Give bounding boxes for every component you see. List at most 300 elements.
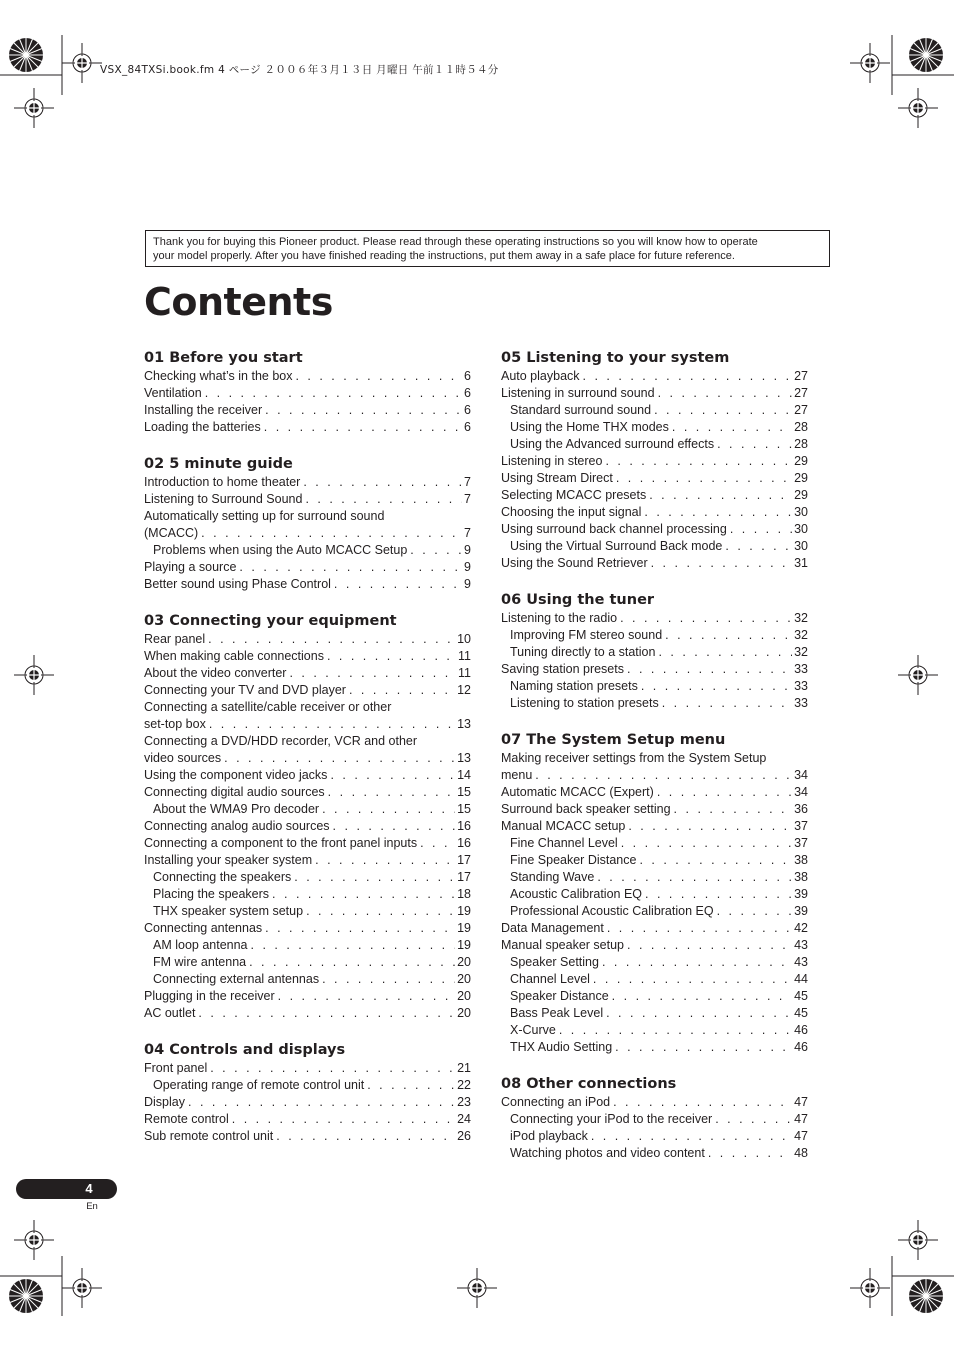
toc-page-number: 47	[794, 1095, 808, 1109]
toc-entry-text: Listening in surround sound	[501, 386, 655, 400]
toc-entry[interactable]	[501, 903, 808, 920]
toc-leader-dots	[593, 971, 792, 988]
toc-entry[interactable]	[144, 1128, 471, 1145]
toc-page-number: 38	[794, 853, 808, 867]
toc-leader-dots	[606, 1005, 792, 1022]
toc-page-number: 19	[457, 938, 471, 952]
toc-entry[interactable]	[144, 920, 471, 937]
toc-entry[interactable]	[501, 750, 808, 767]
toc-page-number: 34	[794, 768, 808, 782]
toc-page-number: 48	[794, 1146, 808, 1160]
toc-entry[interactable]	[144, 1077, 471, 1094]
toc-page-number: 45	[794, 989, 808, 1003]
toc-left-column	[144, 350, 471, 1165]
toc-leader-dots	[265, 920, 455, 937]
toc-leader-dots	[621, 835, 792, 852]
toc-entry[interactable]	[501, 487, 808, 504]
toc-entry[interactable]	[144, 784, 471, 801]
toc-page-number: 16	[457, 836, 471, 850]
toc-leader-dots	[224, 750, 455, 767]
toc-leader-dots	[591, 1128, 792, 1145]
toc-page-number: 45	[794, 1006, 808, 1020]
print-header: VSX_84TXSi.book.fm 4 ページ ２００６年３月１３日 月曜日 午前１１時５４分	[100, 64, 499, 76]
toc-page-number: 19	[457, 904, 471, 918]
toc-entry-text: X-Curve	[510, 1023, 556, 1037]
toc-leader-dots	[264, 419, 462, 436]
toc-entry[interactable]	[144, 954, 471, 971]
toc-entry[interactable]	[144, 419, 471, 436]
section-title: 04 Controls and displays	[144, 1042, 346, 1058]
toc-entry[interactable]	[144, 835, 471, 852]
toc-leader-dots	[708, 1145, 792, 1162]
toc-section	[144, 456, 471, 593]
toc-leader-dots	[620, 610, 792, 627]
toc-entry[interactable]	[501, 504, 808, 521]
toc-page-number: 22	[457, 1078, 471, 1092]
toc-entry[interactable]	[144, 767, 471, 784]
toc-entry[interactable]	[144, 682, 471, 699]
toc-leader-dots	[627, 661, 792, 678]
toc-page-number: 17	[457, 853, 471, 867]
toc-leader-dots	[333, 818, 456, 835]
page-language: En	[86, 1201, 98, 1212]
toc-page-number: 38	[794, 870, 808, 884]
toc-entry-text: Listening in stereo	[501, 454, 603, 468]
toc-entry-text: Speaker Setting	[510, 955, 599, 969]
toc-entry-text: Speaker Distance	[510, 989, 609, 1003]
toc-entry-text: (MCACC)	[144, 526, 199, 540]
toc-leader-dots	[208, 631, 455, 648]
toc-entry[interactable]	[501, 988, 808, 1005]
toc-entry-text: menu	[501, 768, 533, 782]
toc-entry[interactable]	[144, 559, 471, 576]
toc-page-number: 11	[458, 666, 471, 680]
toc-leader-dots	[612, 988, 792, 1005]
toc-entry-text: Selecting MCACC presets	[501, 488, 647, 502]
toc-page-number: 39	[794, 887, 808, 901]
toc-page-number: 32	[794, 628, 808, 642]
toc-entry-text: Using the Advanced surround effects	[510, 437, 715, 451]
toc-entry-text: Connecting the speakers	[153, 870, 292, 884]
toc-leader-dots	[330, 767, 455, 784]
toc-entry[interactable]	[501, 538, 808, 555]
toc-entry-text: Listening to the radio	[501, 611, 618, 625]
toc-page-number: 12	[457, 683, 471, 697]
toc-entry-text: THX Audio Setting	[510, 1040, 613, 1054]
toc-entry-text: Tuning directly to a station	[510, 645, 656, 659]
toc-entry[interactable]	[144, 491, 471, 508]
toc-entry-text: When making cable connections	[144, 649, 324, 663]
toc-entry[interactable]	[501, 402, 808, 419]
toc-page-number: 7	[464, 526, 471, 540]
toc-entry-text: Auto playback	[501, 369, 580, 383]
toc-leader-dots	[649, 487, 792, 504]
toc-entry[interactable]	[501, 627, 808, 644]
toc-entry-text: Installing your speaker system	[144, 853, 313, 867]
toc-entry-text: Plugging in the receiver	[144, 989, 275, 1003]
toc-entry[interactable]	[501, 1022, 808, 1039]
toc-page-number: 15	[457, 802, 471, 816]
toc-entry-text: Front panel	[144, 1061, 208, 1075]
toc-leader-dots	[615, 1039, 792, 1056]
toc-entry[interactable]	[144, 903, 471, 920]
intro-line-1: Thank you for buying this Pioneer product. Please read through these operating instructions so you will know how to operate	[153, 236, 758, 248]
toc-leader-dots	[616, 470, 792, 487]
toc-entry-text: Surround back speaker setting	[501, 802, 671, 816]
toc-page-number: 9	[464, 543, 471, 557]
toc-section	[144, 613, 471, 1022]
toc-entry-text: About the video converter	[144, 666, 287, 680]
toc-entry[interactable]	[501, 385, 808, 402]
toc-leader-dots	[210, 1060, 455, 1077]
toc-section	[501, 592, 808, 712]
toc-page-number: 29	[794, 488, 808, 502]
toc-leader-dots	[613, 1094, 792, 1111]
toc-entry[interactable]	[501, 610, 808, 627]
toc-entry-text: Listening to Surround Sound	[144, 492, 303, 506]
toc-entry[interactable]	[501, 767, 808, 784]
toc-entry[interactable]	[144, 852, 471, 869]
toc-leader-dots	[602, 954, 792, 971]
toc-entry[interactable]	[144, 699, 471, 716]
toc-entry-text: Using surround back channel processing	[501, 522, 727, 536]
toc-entry-text: Bass Peak Level	[510, 1006, 604, 1020]
toc-entry[interactable]	[144, 733, 471, 750]
toc-entry-text: Connecting digital audio sources	[144, 785, 325, 799]
toc-entry-text: Fine Channel Level	[510, 836, 618, 850]
toc-entry[interactable]	[144, 1094, 471, 1111]
toc-leader-dots	[420, 835, 455, 852]
toc-entry[interactable]	[144, 508, 471, 525]
toc-entry-text: Connecting antennas	[144, 921, 263, 935]
toc-entry[interactable]	[501, 869, 808, 886]
toc-leader-dots	[328, 784, 455, 801]
toc-page-number: 10	[457, 632, 471, 646]
toc-entry[interactable]	[501, 436, 808, 453]
toc-page-number: 7	[464, 475, 471, 489]
section-title: 08 Other connections	[501, 1076, 677, 1092]
toc-entry[interactable]	[144, 937, 471, 954]
toc-page-number: 18	[457, 887, 471, 901]
toc-entry-text: Automatically setting up for surround sound	[144, 509, 385, 523]
toc-entry-text: Making receiver settings from the System Setup	[501, 751, 767, 765]
toc-leader-dots	[628, 818, 792, 835]
toc-entry-text: Sub remote control unit	[144, 1129, 274, 1143]
toc-entry[interactable]	[501, 678, 808, 695]
toc-leader-dots	[645, 886, 792, 903]
toc-leader-dots	[232, 1111, 455, 1128]
toc-page-number: 11	[458, 649, 471, 663]
toc-entry-text: Using the Home THX modes	[510, 420, 669, 434]
toc-entry-text: About the WMA9 Pro decoder	[153, 802, 320, 816]
toc-page-number: 19	[457, 921, 471, 935]
toc-leader-dots	[662, 695, 792, 712]
toc-entry-text: Connecting analog audio sources	[144, 819, 330, 833]
toc-leader-dots	[315, 852, 455, 869]
toc-leader-dots	[289, 665, 456, 682]
toc-entry[interactable]	[144, 648, 471, 665]
toc-entry-text: Problems when using the Auto MCACC Setup	[153, 543, 408, 557]
toc-entry-text: Playing a source	[144, 560, 237, 574]
toc-entry-text: Listening to station presets	[510, 696, 659, 710]
toc-page-number: 20	[457, 972, 471, 986]
toc-page-number: 6	[464, 369, 471, 383]
toc-entry-text: Saving station presets	[501, 662, 624, 676]
section-title: 07 The System Setup menu	[501, 732, 726, 748]
toc-entry[interactable]	[501, 1039, 808, 1056]
toc-entry[interactable]	[144, 474, 471, 491]
toc-entry[interactable]	[501, 1145, 808, 1162]
toc-entry[interactable]	[144, 716, 471, 733]
toc-page-number: 13	[457, 717, 471, 731]
toc-entry-text: FM wire antenna	[153, 955, 247, 969]
toc-leader-dots	[349, 682, 455, 699]
toc-page-number: 46	[794, 1040, 808, 1054]
toc-page-number: 23	[457, 1095, 471, 1109]
intro-notice	[145, 230, 830, 267]
toc-page-number: 14	[457, 768, 471, 782]
section-title: 01 Before you start	[144, 350, 303, 366]
toc-leader-dots	[327, 648, 456, 665]
toc-entry[interactable]	[501, 886, 808, 903]
toc-entry-text: Standard surround sound	[510, 403, 652, 417]
toc-entry[interactable]	[501, 419, 808, 436]
toc-leader-dots	[322, 801, 455, 818]
toc-page-number: 39	[794, 904, 808, 918]
toc-leader-dots	[294, 869, 455, 886]
toc-entry-text: Introduction to home theater	[144, 475, 301, 489]
toc-entry[interactable]	[501, 470, 808, 487]
toc-leader-dots	[535, 767, 792, 784]
toc-entry[interactable]	[501, 801, 808, 818]
toc-entry[interactable]	[144, 1060, 471, 1077]
toc-entry-text: Connecting an iPod	[501, 1095, 611, 1109]
toc-leader-dots	[717, 436, 792, 453]
toc-entry-text: Connecting a component to the front panel inputs	[144, 836, 418, 850]
toc-leader-dots	[205, 385, 462, 402]
toc-entry-text: Fine Speaker Distance	[510, 853, 637, 867]
toc-entry[interactable]	[501, 1094, 808, 1111]
toc-entry-text: AM loop antenna	[153, 938, 248, 952]
toc-leader-dots	[410, 542, 462, 559]
toc-entry[interactable]	[144, 750, 471, 767]
toc-list	[144, 474, 471, 593]
toc-page-number: 33	[794, 696, 808, 710]
toc-entry[interactable]	[144, 631, 471, 648]
toc-entry[interactable]	[501, 644, 808, 661]
page-title: Contents	[144, 280, 333, 324]
toc-leader-dots	[272, 886, 455, 903]
toc-leader-dots	[201, 525, 462, 542]
toc-page-number: 28	[794, 420, 808, 434]
toc-leader-dots	[559, 1022, 792, 1039]
toc-entry[interactable]	[144, 988, 471, 1005]
toc-entry[interactable]	[501, 1005, 808, 1022]
toc-entry[interactable]	[501, 954, 808, 971]
toc-entry-text: Channel Level	[510, 972, 590, 986]
toc-page-number: 9	[464, 577, 471, 591]
toc-leader-dots	[627, 937, 792, 954]
toc-leader-dots	[715, 1111, 792, 1128]
toc-leader-dots	[251, 937, 456, 954]
toc-page-number: 46	[794, 1023, 808, 1037]
section-title: 02 5 minute guide	[144, 456, 293, 472]
toc-leader-dots	[672, 419, 792, 436]
toc-entry[interactable]	[144, 542, 471, 559]
toc-entry[interactable]	[501, 971, 808, 988]
toc-entry-text: Connecting a DVD/HDD recorder, VCR and other	[144, 734, 418, 748]
toc-section	[144, 1042, 471, 1145]
toc-entry-text: Using the Virtual Surround Back mode	[510, 539, 723, 553]
toc-entry-text: set-top box	[144, 717, 206, 731]
toc-leader-dots	[654, 402, 792, 419]
page-number: 4	[85, 1181, 93, 1196]
toc-entry-text: Remote control	[144, 1112, 229, 1126]
toc-entry[interactable]	[144, 385, 471, 402]
toc-page-number: 20	[457, 955, 471, 969]
toc-list	[144, 368, 471, 436]
toc-page-number: 7	[464, 492, 471, 506]
section-title: 03 Connecting your equipment	[144, 613, 397, 629]
toc-entry[interactable]	[144, 576, 471, 593]
toc-entry[interactable]	[501, 521, 808, 538]
toc-entry[interactable]	[501, 937, 808, 954]
toc-entry-text: Professional Acoustic Calibration EQ	[510, 904, 714, 918]
toc-page-number: 27	[794, 369, 808, 383]
toc-leader-dots	[607, 920, 792, 937]
toc-page-number: 21	[457, 1061, 471, 1075]
toc-leader-dots	[717, 903, 793, 920]
toc-section	[501, 350, 808, 572]
toc-entry[interactable]	[144, 525, 471, 542]
toc-entry[interactable]	[501, 852, 808, 869]
toc-page-number: 27	[794, 403, 808, 417]
toc-entry[interactable]	[144, 801, 471, 818]
toc-entry[interactable]	[501, 818, 808, 835]
toc-leader-dots	[665, 627, 792, 644]
toc-entry[interactable]	[501, 661, 808, 678]
toc-entry[interactable]	[144, 1111, 471, 1128]
toc-entry[interactable]	[501, 695, 808, 712]
toc-entry-text: Choosing the input signal	[501, 505, 642, 519]
toc-entry[interactable]	[501, 1128, 808, 1145]
toc-entry[interactable]	[144, 1005, 471, 1022]
toc-leader-dots	[730, 521, 792, 538]
toc-leader-dots	[725, 538, 792, 555]
toc-entry-text: Using the component video jacks	[144, 768, 328, 782]
toc-entry-text: Standing Wave	[510, 870, 595, 884]
toc-leader-dots	[305, 491, 462, 508]
section-title: 06 Using the tuner	[501, 592, 655, 608]
toc-page-number: 31	[794, 556, 808, 570]
toc-page-number: 6	[464, 403, 471, 417]
toc-page-number: 6	[464, 420, 471, 434]
toc-page-number: 20	[457, 989, 471, 1003]
toc-leader-dots	[306, 903, 455, 920]
toc-leader-dots	[658, 385, 793, 402]
toc-leader-dots	[322, 971, 455, 988]
toc-page-number: 16	[457, 819, 471, 833]
toc-leader-dots	[658, 644, 792, 661]
toc-leader-dots	[209, 716, 455, 733]
toc-entry-text: Rear panel	[144, 632, 206, 646]
toc-page-number: 29	[794, 454, 808, 468]
toc-leader-dots	[657, 784, 792, 801]
toc-page-number: 29	[794, 471, 808, 485]
toc-entry-text: Operating range of remote control unit	[153, 1078, 365, 1092]
toc-page-number: 33	[794, 679, 808, 693]
toc-entry-text: Data Management	[501, 921, 604, 935]
toc-page-number: 9	[464, 560, 471, 574]
toc-page-number: 32	[794, 645, 808, 659]
toc-leader-dots	[295, 368, 462, 385]
toc-entry-text: Using Stream Direct	[501, 471, 613, 485]
toc-leader-dots	[278, 988, 455, 1005]
toc-page-number: 24	[457, 1112, 471, 1126]
toc-entry[interactable]	[501, 835, 808, 852]
toc-leader-dots	[597, 869, 792, 886]
toc-entry-text: Using the Sound Retriever	[501, 556, 648, 570]
toc-list	[501, 368, 808, 572]
toc-entry[interactable]	[144, 402, 471, 419]
toc-leader-dots	[651, 555, 792, 572]
toc-list	[501, 1094, 808, 1162]
toc-entry[interactable]	[144, 818, 471, 835]
toc-page-number: 6	[464, 386, 471, 400]
toc-entry[interactable]	[501, 920, 808, 937]
toc-leader-dots	[239, 559, 462, 576]
toc-leader-dots	[265, 402, 462, 419]
toc-leader-dots	[367, 1077, 455, 1094]
toc-entry[interactable]	[144, 368, 471, 385]
toc-section	[501, 1076, 808, 1162]
toc-page-number: 44	[794, 972, 808, 986]
toc-entry[interactable]	[501, 784, 808, 801]
toc-entry[interactable]	[144, 886, 471, 903]
toc-entry-text: Loading the batteries	[144, 420, 261, 434]
toc-entry-text: Placing the speakers	[153, 887, 270, 901]
toc-page-number: 43	[794, 955, 808, 969]
toc-entry[interactable]	[501, 453, 808, 470]
toc-leader-dots	[334, 576, 462, 593]
toc-leader-dots	[639, 852, 792, 869]
toc-page-number: 36	[794, 802, 808, 816]
toc-entry[interactable]	[501, 1111, 808, 1128]
toc-list	[501, 750, 808, 1056]
toc-page-number: 34	[794, 785, 808, 799]
toc-entry-text: Watching photos and video content	[510, 1146, 705, 1160]
toc-section	[501, 732, 808, 1056]
toc-page-number: 47	[794, 1112, 808, 1126]
toc-entry-text: Connecting external antennas	[153, 972, 320, 986]
toc-entry[interactable]	[144, 665, 471, 682]
toc-page-number: 20	[457, 1006, 471, 1020]
toc-entry[interactable]	[501, 555, 808, 572]
toc-right-column	[501, 350, 808, 1182]
toc-entry-text: Better sound using Phase Control	[144, 577, 331, 591]
toc-entry[interactable]	[144, 971, 471, 988]
toc-entry[interactable]	[501, 368, 808, 385]
toc-entry[interactable]	[144, 869, 471, 886]
toc-leader-dots	[188, 1094, 455, 1111]
toc-entry-text: Installing the receiver	[144, 403, 263, 417]
toc-page-number: 37	[794, 819, 808, 833]
toc-leader-dots	[249, 954, 455, 971]
toc-leader-dots	[303, 474, 462, 491]
toc-leader-dots	[198, 1005, 455, 1022]
toc-entry-text: video sources	[144, 751, 222, 765]
toc-page-number: 27	[794, 386, 808, 400]
